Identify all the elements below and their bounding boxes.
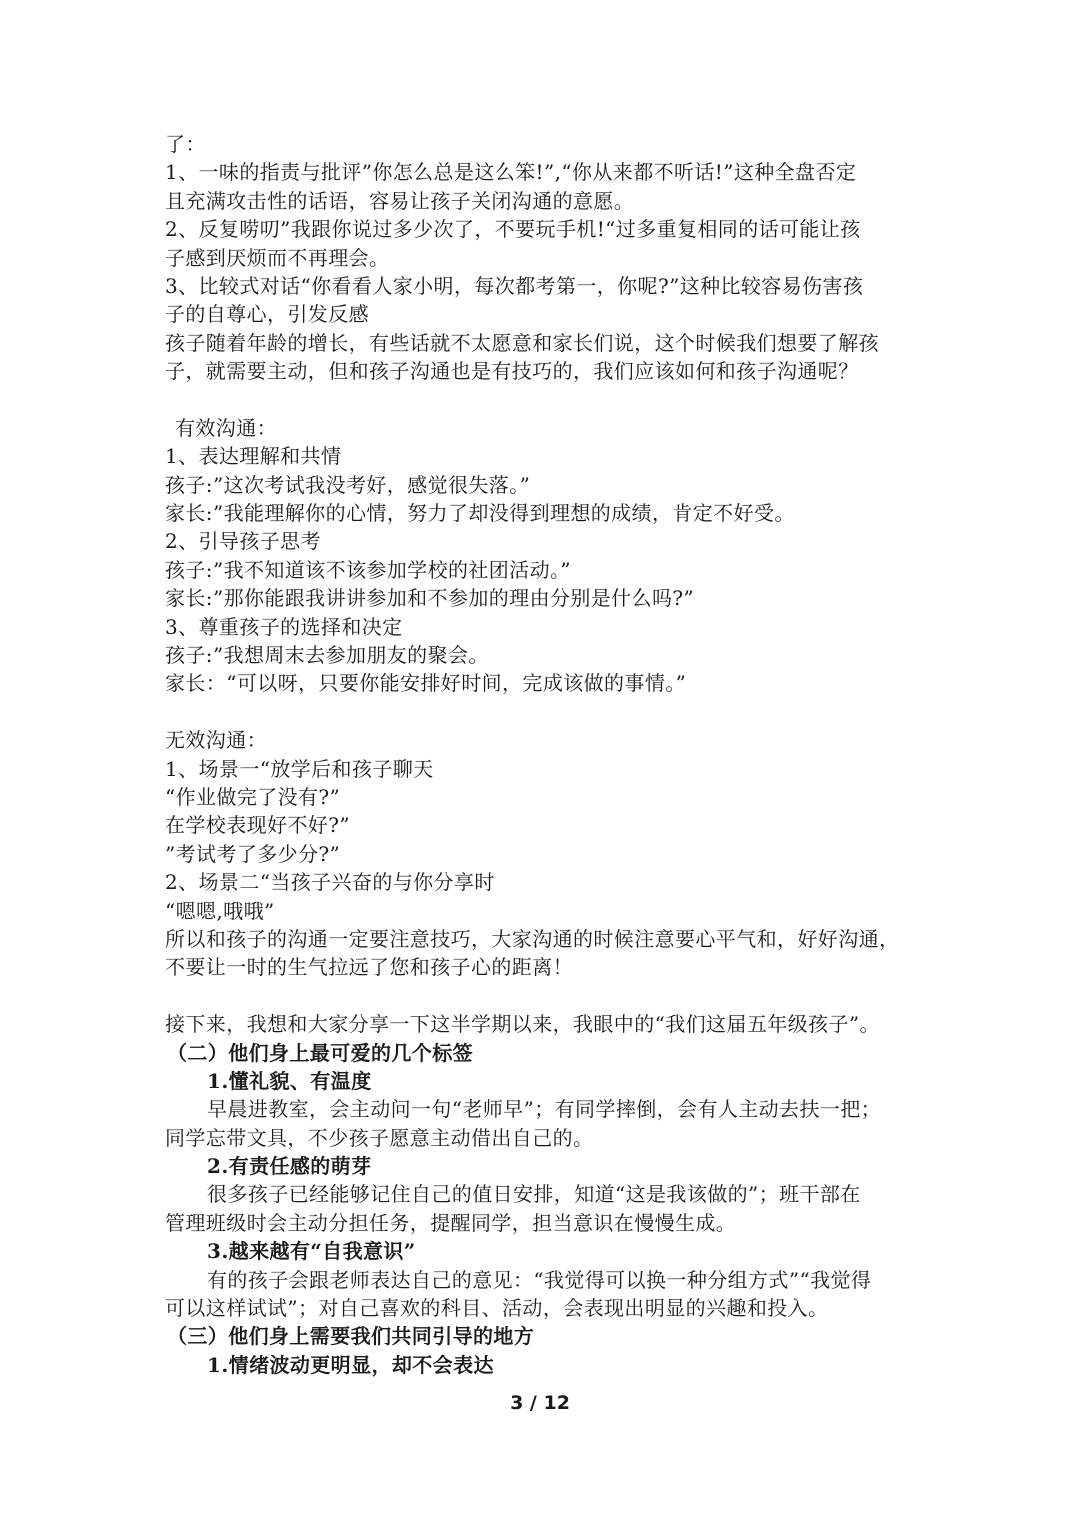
text-line: 了：	[165, 132, 206, 156]
section-heading-guidance: （三）他们身上需要我们共同引导的地方	[167, 1324, 535, 1349]
document-body	[165, 130, 925, 1379]
section-heading-lovable-tags: （二）他们身上最可爱的几个标签	[167, 1040, 473, 1065]
section-heading-ineffective: 无效沟通：	[165, 728, 267, 753]
text-line: 2、场景二“当孩子兴奋的与你分享时	[165, 870, 495, 895]
text-line: 子的自尊心，引发反感	[165, 302, 369, 327]
text-line: 子，就需要主动，但和孩子沟通也是有技巧的，我们应该如何和孩子沟通呢？	[165, 359, 859, 384]
text-line: 接下来，我想和大家分享一下这半学期以来，我眼中的“我们这届五年级孩子”。	[165, 1012, 880, 1037]
text-line: 孩子:”我想周末去参加朋友的聚会。	[165, 643, 489, 668]
text-line: 家长:”我能理解你的心情，努力了却没得到理想的成绩，肯定不好受。	[165, 501, 795, 526]
subheading-polite: 1.懂礼貌、有温度	[207, 1068, 372, 1093]
text-line: 不要让一时的生气拉远了您和孩子心的距离！	[165, 955, 573, 980]
subheading-responsibility: 2.有责任感的萌芽	[207, 1154, 372, 1179]
subheading-self-awareness: 3.越来越有“自我意识”	[207, 1239, 416, 1264]
subheading-emotions: 1.情绪波动更明显，却不会表达	[207, 1352, 494, 1377]
text-line: 早晨进教室，会主动问一句“老师早”；有同学摔倒，会有人主动去扶一把；	[207, 1097, 882, 1122]
text-line: 很多孩子已经能够记住自己的值日安排，知道“这是我该做的”；班干部在	[207, 1182, 861, 1207]
text-line: “嗯嗯,哦哦”	[165, 898, 275, 923]
text-line: 同学忘带文具，不少孩子愿意主动借出自己的。	[165, 1125, 594, 1150]
text-line: 可以这样试试”；对自己喜欢的科目、活动，会表现出明显的兴趣和投入。	[165, 1296, 829, 1321]
text-line: 在学校表现好不好?”	[165, 813, 350, 838]
text-line: 管理班级时会主动分担任务，提醒同学，担当意识在慢慢生成。	[165, 1210, 737, 1235]
text-line: “作业做完了没有?”	[165, 784, 341, 809]
text-line: 所以和孩子的沟通一定要注意技巧，大家沟通的时候注意要心平气和，好好沟通，	[165, 926, 900, 951]
text-line: 1、一味的指责与批评”你怎么总是这么笨!”,“你从来都不听话!”这种全盘否定	[165, 160, 857, 185]
text-line: 3、比较式对话“你看看人家小明，每次都考第一，你呢?”这种比较容易伤害孩	[165, 273, 864, 298]
text-line: 有的孩子会跟老师表达自己的意见：“我觉得可以换一种分组方式”“我觉得	[207, 1267, 872, 1292]
text-line: 家长：“可以呀，只要你能安排好时间，完成该做的事情。”	[165, 671, 687, 696]
blank-line	[165, 386, 925, 414]
page-number: 3 / 12	[510, 1392, 570, 1414]
text-line: 家长:”那你能跟我讲讲参加和不参加的理由分别是什么吗?”	[165, 586, 695, 611]
text-line: 2、反复唠叨”我跟你说过多少次了，不要玩手机!“过多重复相同的话可能让孩	[165, 217, 861, 242]
text-line: 孩子:”我不知道该不该参加学校的社团活动。”	[165, 557, 571, 582]
text-line: 2、引导孩子思考	[165, 529, 321, 554]
text-line: 孩子:”这次考试我没考好，感觉很失落。”	[165, 472, 531, 497]
blank-line	[165, 982, 925, 1010]
text-line: 且充满攻击性的话语，容易让孩子关闭沟通的意愿。	[165, 188, 635, 213]
text-line: 子感到厌烦而不再理会。	[165, 245, 390, 270]
text-line: ”考试考了多少分?”	[165, 841, 341, 866]
text-line: 1、表达理解和共情	[165, 444, 342, 469]
blank-line	[165, 698, 925, 726]
text-line: 孩子随着年龄的增长，有些话就不太愿意和家长们说，这个时候我们想要了解孩	[165, 330, 879, 355]
section-heading-effective: 有效沟通：	[175, 415, 277, 440]
text-line: 1、场景一“放学后和孩子聊天	[165, 756, 434, 781]
text-line: 3、尊重孩子的选择和决定	[165, 614, 403, 639]
